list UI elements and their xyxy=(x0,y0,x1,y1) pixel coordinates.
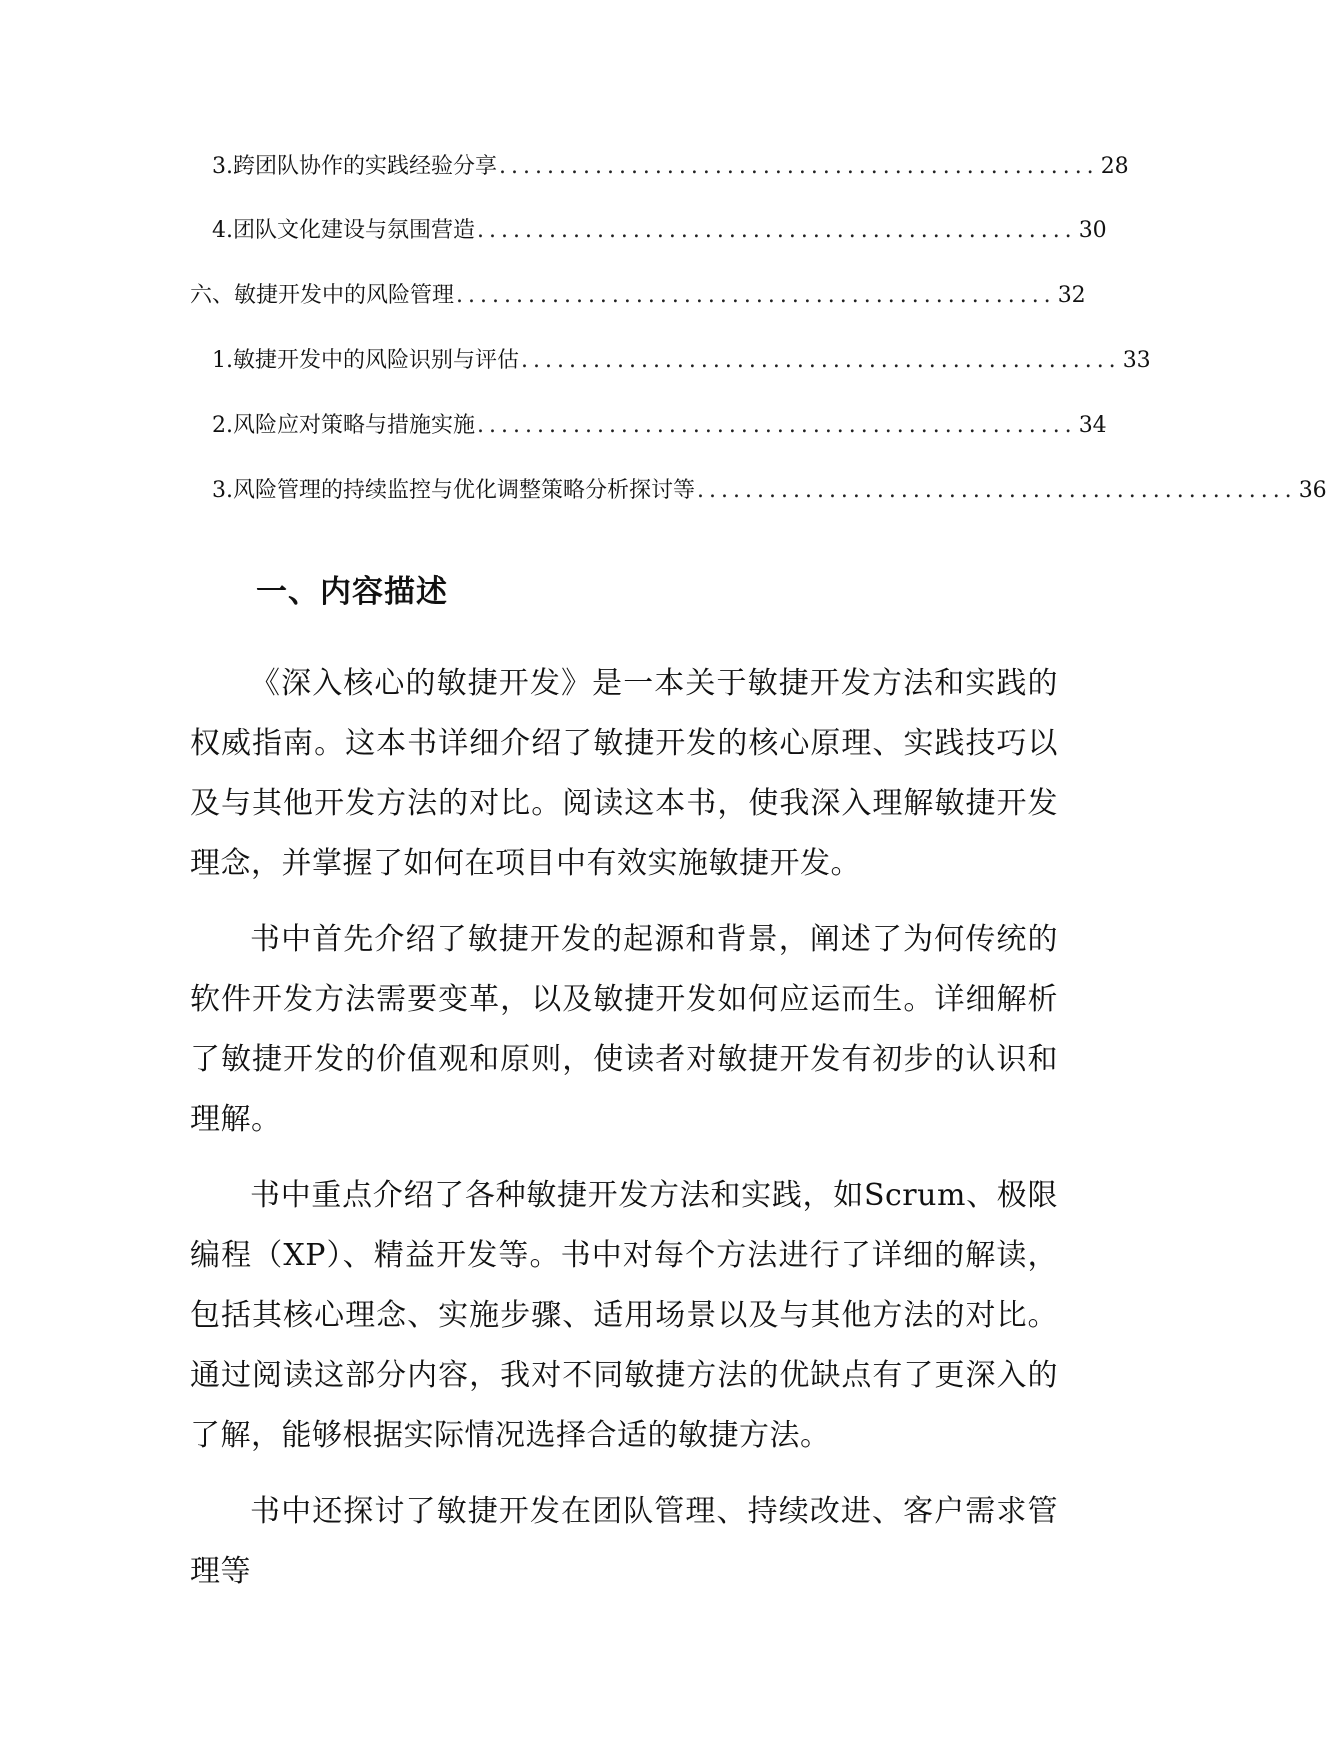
paragraph: 书中首先介绍了敏捷开发的起源和背景，阐述了为何传统的软件开发方法需要变革，以及敏捷开发如何应运而生。详细解析了敏捷开发的价值观和原则，使读者对敏捷开发有初步的认识和理解。 xyxy=(190,922,1058,1137)
toc-entry-title: 团队文化建设与氛围营造 xyxy=(233,218,476,243)
toc-entry-number: 3. xyxy=(212,478,233,503)
toc-entry-page: 28 xyxy=(1100,154,1129,179)
toc-dot-leader: .................................................. xyxy=(456,283,1056,308)
toc-dot-leader: .................................................. xyxy=(521,348,1121,373)
toc-entry[interactable] xyxy=(190,281,1086,311)
toc-dot-leader: .................................................. xyxy=(499,154,1099,179)
toc-entry-page: 34 xyxy=(1078,413,1107,438)
toc-entry[interactable] xyxy=(212,411,1107,441)
paragraph: 书中重点介绍了各种敏捷开发方法和实践，如Scrum、极限编程（XP）、精益开发等。书中对每个方法进行了详细的解读，包括其核心理念、实施步骤、适用场景以及与其他方法的对比。通过阅读这部分内容，我对不同敏捷方法的优缺点有了更深入的了解，能够根据实际情况选择合适的敏捷方法。 xyxy=(190,1178,1058,1453)
toc-entry[interactable] xyxy=(212,152,1129,182)
paragraph: 《深入核心的敏捷开发》是一本关于敏捷开发方法和实践的权威指南。这本书详细介绍了敏捷开发的核心原理、实践技巧以及与其他开发方法的对比。阅读这本书，使我深入理解敏捷开发理念，并掌握了如何在项目中有效实施敏捷开发。 xyxy=(190,666,1058,881)
toc-dot-leader: .................................................. xyxy=(477,218,1077,243)
toc-entry-number: 4. xyxy=(212,218,233,243)
toc-entry[interactable] xyxy=(212,346,1151,376)
toc-dot-leader: .................................................. xyxy=(477,413,1077,438)
toc-entry-number: 3. xyxy=(212,154,233,179)
toc-entry-title: 敏捷开发中的风险识别与评估 xyxy=(233,348,520,373)
toc-entry-title: 风险应对策略与措施实施 xyxy=(233,413,476,438)
section-heading: 一、内容描述 xyxy=(256,574,448,610)
toc-entry-page: 32 xyxy=(1057,283,1086,308)
toc-entry-title: 风险管理的持续监控与优化调整策略分析探讨等 xyxy=(233,478,696,503)
paragraph: 书中还探讨了敏捷开发在团队管理、持续改进、客户需求管理等 xyxy=(190,1494,1058,1589)
toc-entry-number: 1. xyxy=(212,348,233,373)
toc-dot-leader: .................................................. xyxy=(697,478,1297,503)
toc-entry-page: 36 xyxy=(1298,478,1327,503)
section-body xyxy=(190,654,1058,1618)
toc-entry-page: 30 xyxy=(1078,218,1107,243)
toc-entry-number: 2. xyxy=(212,413,233,438)
toc-entry-page: 33 xyxy=(1122,348,1151,373)
toc-entry-title: 跨团队协作的实践经验分享 xyxy=(233,154,498,179)
toc-entry-title: 六、敏捷开发中的风险管理 xyxy=(190,283,455,308)
toc-entry[interactable] xyxy=(212,476,1327,506)
toc-entry[interactable] xyxy=(212,216,1107,246)
